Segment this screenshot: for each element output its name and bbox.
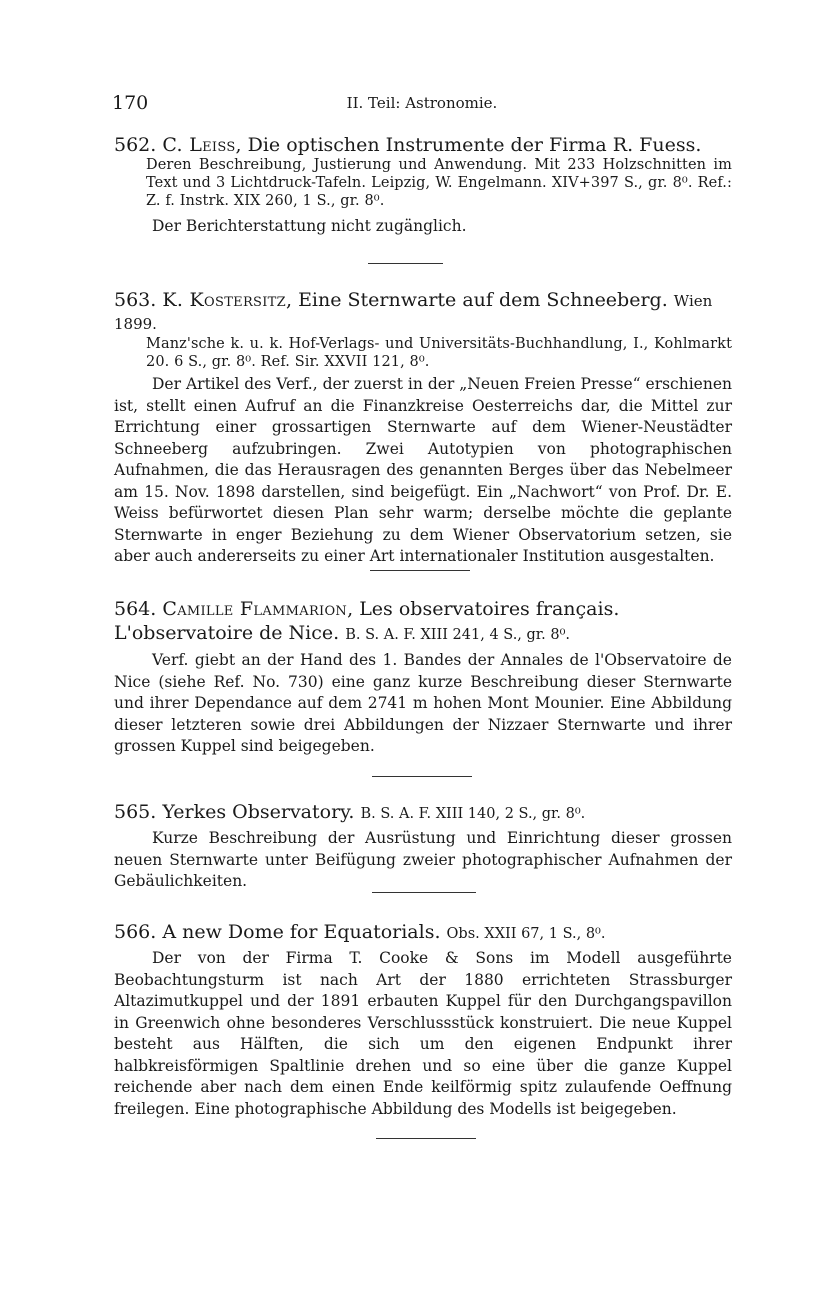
entry-reference: B. S. A. F. XIII 241, 4 S., gr. 8⁰.	[345, 627, 571, 643]
entry-title: , Die optischen Instrumente der Firma R. Fuess.	[235, 134, 702, 156]
entry-author: K. Kostersitz	[162, 289, 286, 311]
entry-body: Verf. giebt an der Hand des 1. Bandes der Annales de l'Observatoire de Nice (siehe Ref. No. 730) eine ganz kurze Beschreibung dieser Sternwarte und ihrer Dependance auf dem 2741 m hohen Mont Mounier. Eine Abbildung dieser letzteren sowie drei Abbildungen der Nizzaer Sternwarte und ihrer grossen Kuppel sind beigegeben.	[114, 651, 732, 755]
entry-title: , Les observatoires français. L'observatoire de Nice.	[114, 598, 620, 644]
entry-reference: B. S. A. F. XIII 140, 2 S., gr. 8⁰.	[360, 806, 586, 822]
entry-title: A new Dome for Equatorials.	[162, 921, 441, 943]
entry-reference: Obs. XXII 67, 1 S., 8⁰.	[446, 926, 606, 942]
entry-title: , Eine Sternwarte auf dem Schneeberg.	[285, 289, 668, 311]
entry-number: 565.	[114, 801, 157, 823]
entry-heading	[114, 134, 732, 156]
running-head	[112, 92, 732, 118]
entry-heading	[114, 921, 732, 945]
entry-reference: Deren Beschreibung, Justierung und Anwendung. Mit 233 Holzschnitten im Text und 3 Lichtdruck-Tafeln. Leipzig, W. Engelmann. XIV+397 S., gr. 8⁰. Ref.: Z. f. Instrk. XIX 260, 1 S., gr. 8⁰.	[146, 157, 732, 209]
entry-number: 563.	[114, 289, 157, 311]
entry-heading	[114, 801, 732, 825]
entry-body: Der Artikel des Verf., der zuerst in der „Neuen Freien Presse“ erschienen ist, stellt einen Aufruf an die Finanzkreise Oesterreichs dar, die Mittel zur Errichtung einer grossartigen Sternwarte auf dem Wiener-Neustädter Schneeberg aufzubringen. Zwei Autotypien von photographischen Aufnahmen, die das Herausragen des genannten Berges über das Nebelmeer am 15. Nov. 1898 darstellen, sind beigefügt. Ein „Nachwort“ von Prof. Dr. E. Weiss befürwortet diesen Plan sehr warm; derselbe möchte die geplante Sternwarte in enger Beziehung zu dem Wiener Observatorium setzen, sie aber auch andererseits zu einer Art internationaler Institution ausgestalten.	[114, 375, 732, 565]
entry-title: Yerkes Observatory.	[162, 801, 355, 823]
entry-body: Kurze Beschreibung der Ausrüstung und Einrichtung dieser grossen neuen Sternwarte unter Beifügung zweier photographischer Aufnahmen der Gebäulichkeiten.	[114, 829, 732, 890]
entry-565	[114, 801, 732, 893]
entry-author: Camille Flammarion	[162, 598, 348, 620]
entry-562	[114, 134, 732, 238]
entry-563	[114, 289, 732, 568]
entry-564	[114, 597, 732, 758]
entry-author: C. Leiss	[162, 134, 236, 156]
section-divider	[372, 776, 472, 777]
entry-566	[114, 921, 732, 1120]
entry-body: Der Berichterstattung nicht zugänglich.	[152, 217, 467, 235]
entry-number: 564.	[114, 598, 157, 620]
section-divider	[372, 892, 476, 893]
entry-heading	[114, 289, 732, 335]
section-divider	[376, 1138, 476, 1139]
entry-number: 562.	[114, 134, 157, 156]
entry-heading	[114, 597, 732, 647]
entry-body: Der von der Firma T. Cooke & Sons im Modell ausgeführte Beobachtungsturm ist nach Art der 1880 errichteten Strassburger Altazimutkuppel und der 1891 erbauten Kuppel für den Durchgangspavillon in Greenwich ohne besonderes Verschlussstück konstruiert. Die neue Kuppel besteht aus Hälften, die sich um den eigenen Endpunkt ihrer halbkreisförmigen Spaltlinie drehen und so eine über die ganze Kuppel reichende aber nach dem einen Ende keilförmig spitz zulaufende Oeffnung freilegen. Eine photographische Abbildung des Modells ist beigegeben.	[114, 949, 732, 1118]
entry-place-year: Wien 1899.	[114, 292, 713, 333]
section-divider	[370, 570, 470, 571]
page-number: 170	[112, 92, 149, 114]
entry-reference: Manz'sche k. u. k. Hof-Verlags- und Universitäts-Buchhandlung, I., Kohlmarkt 20. 6 S., gr. 8⁰. Ref. Sir. XXVII 121, 8⁰.	[146, 336, 732, 370]
running-head-title: II. Teil: Astronomie.	[346, 94, 498, 112]
section-divider	[368, 263, 443, 264]
entry-number: 566.	[114, 921, 157, 943]
